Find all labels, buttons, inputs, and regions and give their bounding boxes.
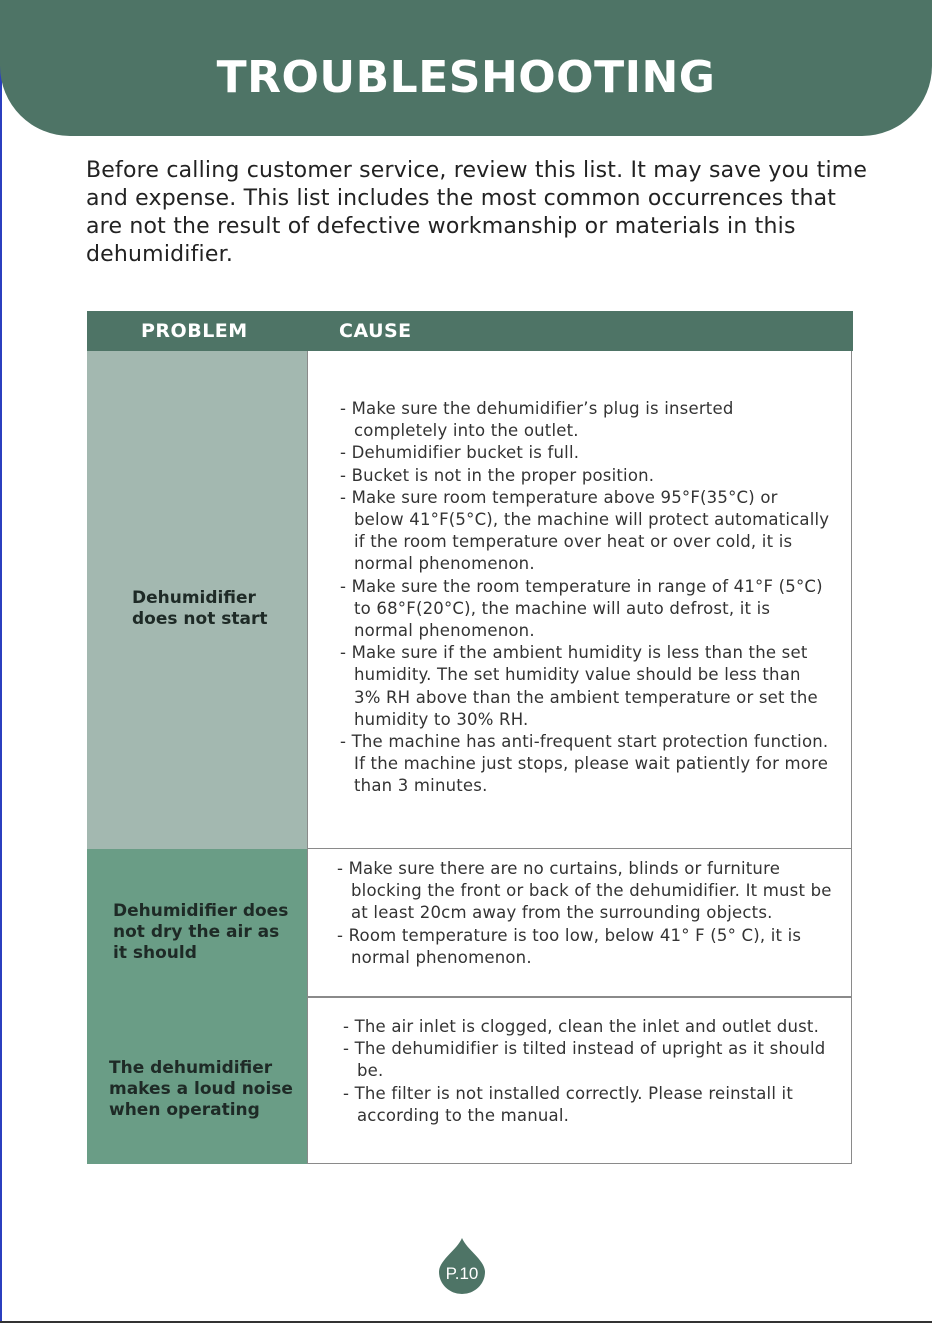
cause-item: - Dehumidifier bucket is full. — [340, 443, 580, 463]
table-row — [87, 351, 853, 849]
page-number: P.10 — [445, 1264, 479, 1283]
intro-paragraph: Before calling customer service, review this list. It may save you time and expense. This list includes the most common occurrences that are not the result of defective workmanship or materials in this dehumidifier. — [86, 158, 868, 267]
cause-item: - Make sure the dehumidifier’s plug is inserted completely into the outlet. — [340, 399, 734, 441]
cause-item: - Make sure there are no curtains, blinds or furniture blocking the front or back of the dehumidifier. It must be at least 20cm away from the surrounding objects. — [337, 859, 832, 923]
cause-item: - Room temperature is too low, below 41° F (5° C), it is normal phenomenon. — [337, 925, 802, 967]
cause-item: - Bucket is not in the proper position. — [340, 465, 655, 485]
cause-item: - The filter is not installed correctly. Please reinstall it according to the manual. — [343, 1083, 794, 1125]
cause-list — [337, 858, 837, 969]
cause-item: - Make sure room temperature above 95°F(35°C) or below 41°F(5°C), the machine will protect automatically if the room temperature over heat or over cold, it is normal phenomenon. — [340, 487, 830, 574]
cause-item: - Make sure the room temperature in range of 41°F (5°C) to 68°F(20°C), the machine will auto defrost, it is normal phenomenon. — [340, 576, 823, 641]
cause-item: - The machine has anti-frequent start protection function. If the machine just stops, please wait patiently for more than 3 minutes. — [340, 732, 829, 796]
cause-cell — [307, 351, 852, 849]
header-problem: PROBLEM — [141, 320, 248, 342]
header-banner — [0, 0, 932, 136]
page-left-edge — [0, 0, 2, 1323]
cause-list — [343, 1016, 833, 1127]
cause-cell — [307, 997, 852, 1164]
problem-label: Dehumidifier does not dry the air as it should — [113, 901, 289, 963]
problem-cell — [87, 849, 307, 997]
table-row — [87, 997, 853, 1164]
problem-label: Dehumidifier does not start — [132, 588, 268, 629]
header-cause: CAUSE — [339, 320, 412, 342]
cause-list — [340, 398, 832, 798]
cause-cell — [307, 849, 852, 997]
table-row — [87, 849, 853, 997]
cause-item: - Make sure if the ambient humidity is less than the set humidity. The set humidity value should be less than 3% RH above than the ambient temperature or set the humidity to 30% RH. — [340, 643, 818, 729]
table-header — [87, 311, 853, 351]
cause-item: - The air inlet is clogged, clean the inlet and outlet dust. — [343, 1017, 820, 1036]
problem-label: The dehumidifier makes a loud noise when operating — [109, 1058, 293, 1120]
cause-item: - The dehumidifier is tilted instead of upright as it should be. — [343, 1039, 826, 1081]
page-title: TROUBLESHOOTING — [216, 52, 716, 103]
problem-cell — [87, 351, 307, 849]
problem-cell — [87, 997, 307, 1164]
page-number-badge — [439, 1238, 485, 1294]
